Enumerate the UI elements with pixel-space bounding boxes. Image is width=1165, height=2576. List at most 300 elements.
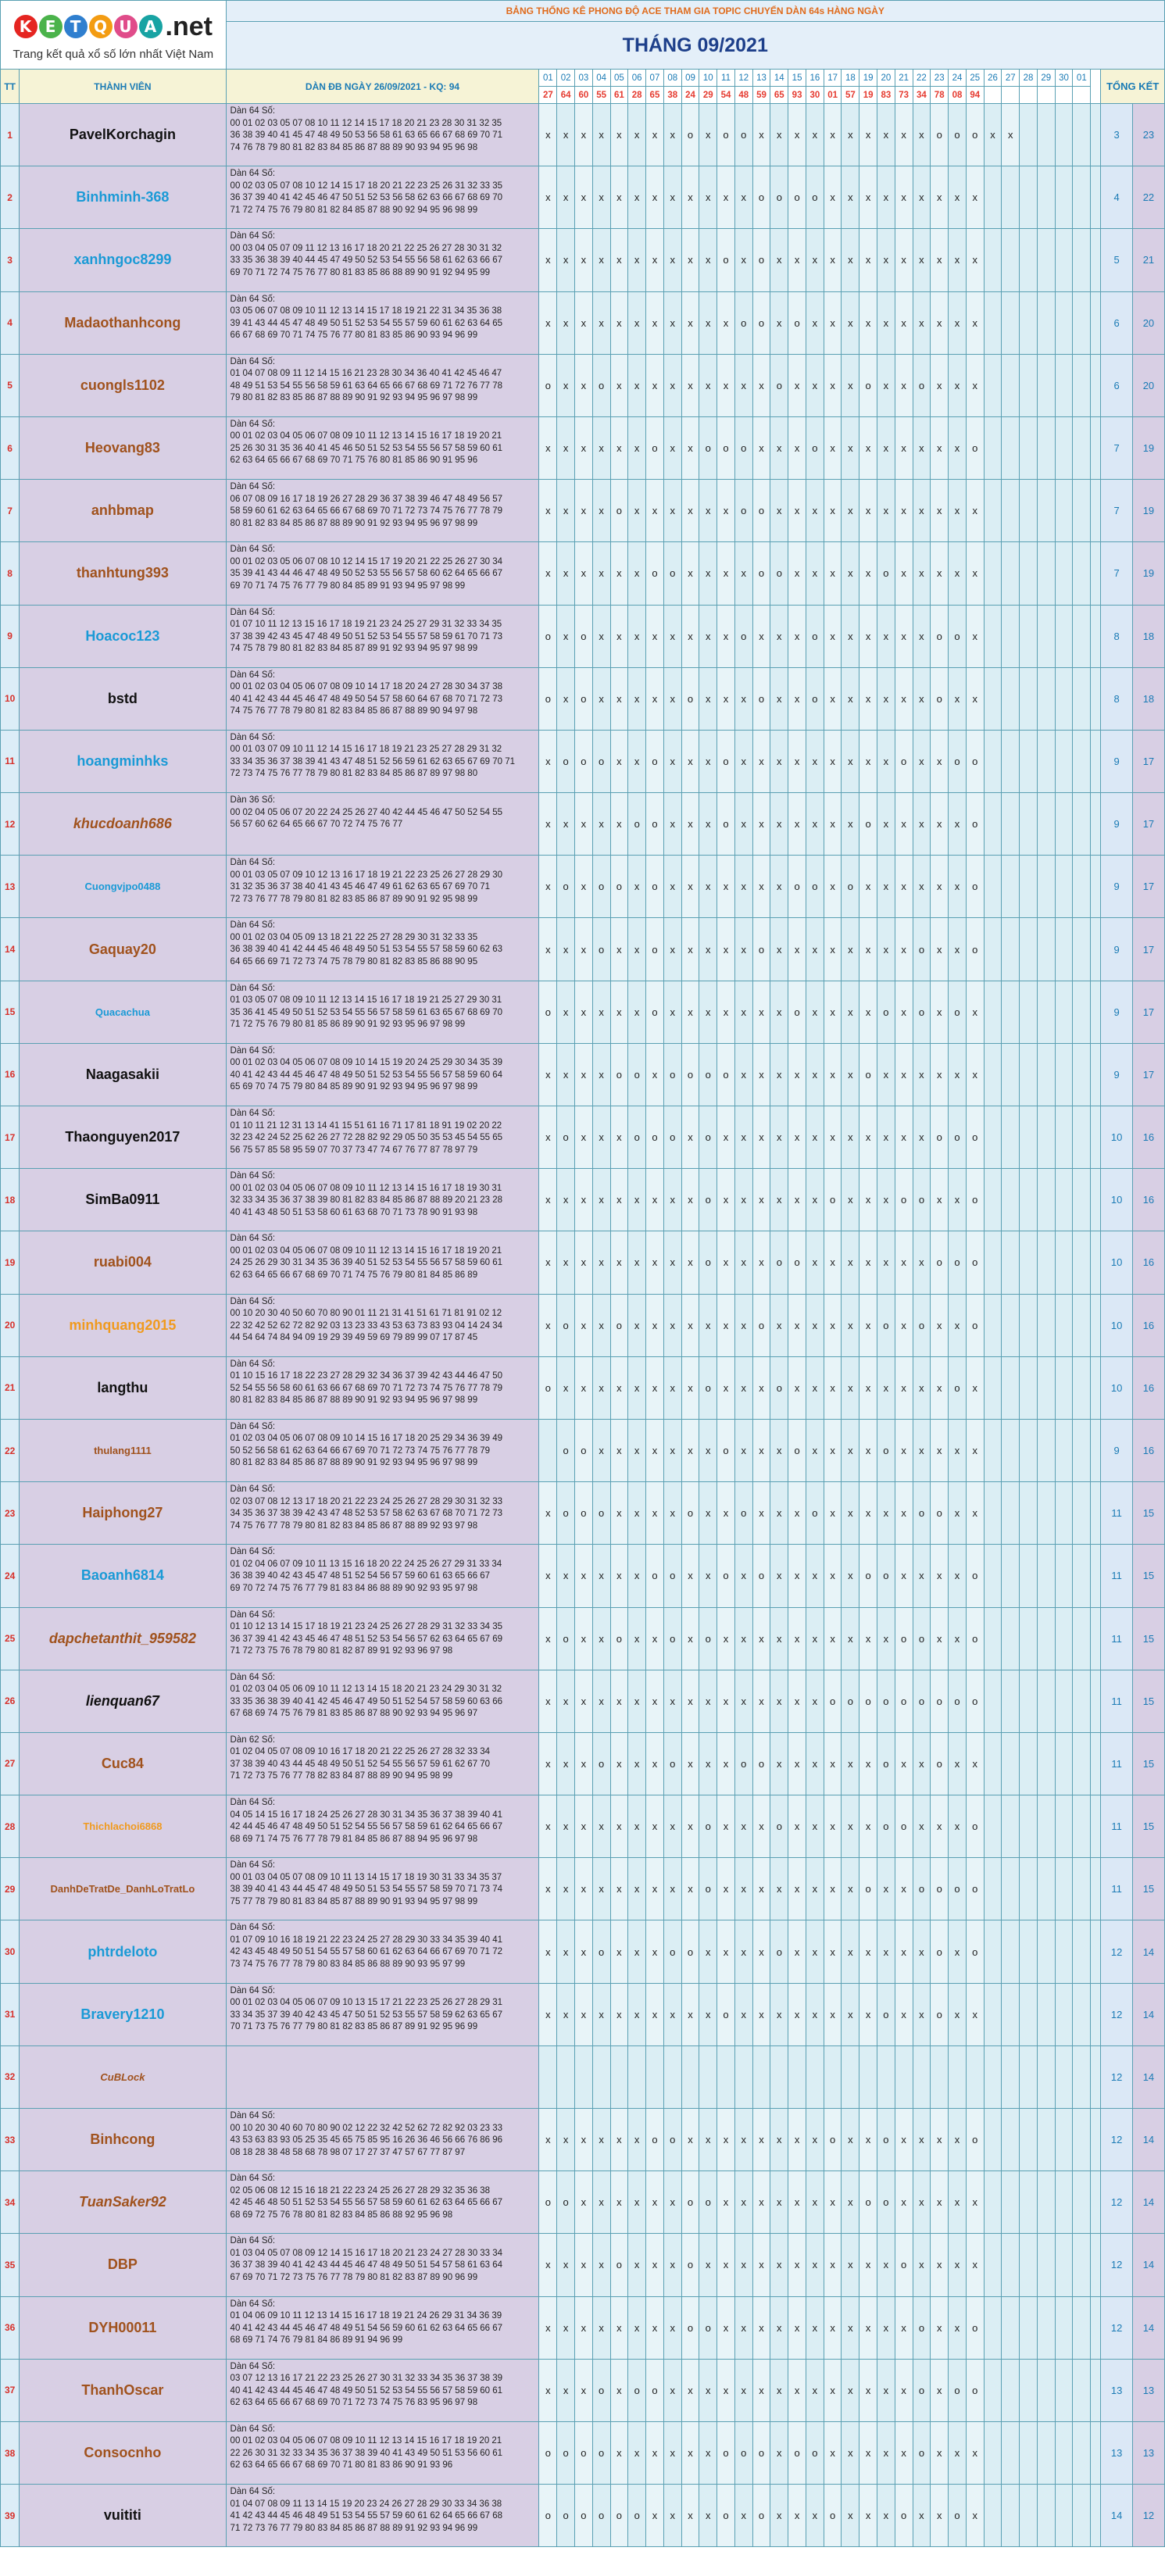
member-name[interactable]: Binhcong [20, 2109, 226, 2171]
member-name[interactable]: PavelKorchagin [20, 104, 226, 166]
member-row [1, 291, 1165, 354]
number-set-line: 71 72 74 75 76 79 80 81 82 84 85 87 88 90 92 94 95 96 98 99 [230, 205, 478, 215]
hit-mark: o [770, 1356, 788, 1419]
member-name[interactable]: Naagasakii [20, 1043, 226, 1106]
hit-mark: o [859, 1670, 877, 1732]
member-name[interactable]: DYH00011 [20, 2296, 226, 2359]
empty-day-cell [984, 354, 1002, 416]
hit-mark: o [681, 104, 699, 166]
miss-mark: x [539, 1482, 557, 1545]
miss-mark: x [966, 1732, 984, 1795]
miss-mark: x [770, 793, 788, 856]
miss-mark: x [663, 1294, 681, 1356]
total-score: 17 [1132, 856, 1164, 918]
hit-mark: o [752, 480, 770, 542]
empty-day-cell [966, 2045, 984, 2108]
miss-mark: x [610, 730, 628, 792]
miss-mark: x [592, 291, 610, 354]
number-set [226, 793, 539, 856]
day-header: 29 [1037, 70, 1055, 87]
miss-mark: x [877, 1043, 895, 1106]
miss-mark: x [575, 1545, 593, 1607]
member-name[interactable]: DBP [20, 2234, 226, 2296]
day-header: 12 [734, 70, 752, 87]
miss-mark: x [557, 1920, 575, 1983]
total-score: 16 [1132, 1294, 1164, 1356]
row-gap [1091, 1983, 1101, 2045]
empty-day-cell [1002, 1858, 1020, 1920]
hit-mark: o [966, 2359, 984, 2421]
miss-count: 3 [1101, 104, 1132, 166]
miss-mark: x [806, 2109, 824, 2171]
member-name[interactable]: Quacachua [20, 981, 226, 1043]
member-name[interactable]: khucdoanh686 [20, 793, 226, 856]
miss-mark: x [913, 730, 931, 792]
day-header: 22 [913, 70, 931, 87]
empty-day-cell [984, 1294, 1002, 1356]
total-score: 19 [1132, 416, 1164, 479]
empty-day-cell [1073, 2109, 1091, 2171]
hit-mark: o [966, 730, 984, 792]
hit-mark: o [557, 1419, 575, 1481]
miss-mark: x [557, 1670, 575, 1732]
member-name[interactable]: Thichlachoi6868 [20, 1795, 226, 1858]
empty-day-cell [1002, 2359, 1020, 2421]
hit-mark: o [752, 2421, 770, 2484]
member-name[interactable]: Madaothanhcong [20, 291, 226, 354]
miss-mark: x [824, 1545, 842, 1607]
miss-mark: x [628, 2171, 646, 2234]
empty-day-cell [984, 1356, 1002, 1419]
miss-mark: x [699, 2234, 717, 2296]
miss-mark: x [949, 1795, 967, 1858]
miss-mark: x [717, 1670, 735, 1732]
miss-mark: x [699, 793, 717, 856]
member-row [1, 416, 1165, 479]
number-set-line: 74 75 78 79 80 81 82 83 84 85 87 89 91 92 93 94 95 97 98 99 [230, 644, 478, 653]
miss-mark: x [752, 856, 770, 918]
miss-mark: x [717, 2359, 735, 2421]
miss-mark: x [788, 542, 806, 605]
hit-mark: o [966, 1670, 984, 1732]
empty-day-cell [1037, 2234, 1055, 2296]
number-set-label: Dàn 64 Số: [230, 2487, 276, 2497]
empty-day-cell [1055, 291, 1073, 354]
empty-day-cell [877, 2045, 895, 2108]
number-set-line: 80 81 82 83 84 85 86 87 88 89 90 91 92 93 94 95 96 97 98 99 [230, 518, 478, 528]
miss-mark: x [752, 1169, 770, 1231]
member-name[interactable]: Heovang83 [20, 416, 226, 479]
miss-mark: x [681, 1231, 699, 1294]
miss-mark: x [824, 1732, 842, 1795]
empty-day-cell [1020, 1795, 1038, 1858]
hit-mark: o [966, 1858, 984, 1920]
miss-mark: x [913, 605, 931, 667]
empty-day-cell [1020, 2171, 1038, 2234]
empty-day-cell [1055, 2109, 1073, 2171]
miss-mark: x [610, 416, 628, 479]
empty-day-cell [1055, 2234, 1073, 2296]
hit-mark: o [646, 2359, 664, 2421]
miss-count: 12 [1101, 2109, 1132, 2171]
miss-mark: x [931, 354, 949, 416]
empty-day-cell [984, 730, 1002, 792]
row-gap [1091, 1106, 1101, 1169]
miss-mark: x [717, 1858, 735, 1920]
member-name[interactable]: Cuc84 [20, 1732, 226, 1795]
empty-day-cell [1055, 1419, 1073, 1481]
member-name[interactable]: bstd [20, 667, 226, 730]
total-score: 15 [1132, 1858, 1164, 1920]
number-set-line: 33 34 35 36 37 38 39 41 43 47 48 51 52 56 59 61 62 63 65 67 69 70 71 [230, 756, 516, 766]
miss-mark: x [931, 1607, 949, 1670]
miss-mark: x [1002, 104, 1020, 166]
miss-mark: x [824, 2296, 842, 2359]
hit-mark: o [681, 2234, 699, 2296]
member-name[interactable]: Haiphong27 [20, 1482, 226, 1545]
empty-day-cell [1020, 1482, 1038, 1545]
result-number: 08 [949, 87, 967, 104]
miss-mark: x [575, 542, 593, 605]
miss-mark: x [842, 1983, 859, 2045]
empty-day-cell [1002, 1670, 1020, 1732]
miss-mark: x [752, 1670, 770, 1732]
member-name[interactable]: hoangminhks [20, 730, 226, 792]
member-name[interactable]: thulang1111 [20, 1419, 226, 1481]
row-gap [1091, 2485, 1101, 2547]
hit-mark: o [734, 1732, 752, 1795]
ketqua-logo[interactable]: K E T Q U A .net [1, 4, 226, 45]
hit-mark: o [663, 1106, 681, 1169]
miss-mark: x [806, 1920, 824, 1983]
hit-mark: o [770, 1231, 788, 1294]
empty-day-cell [1020, 1732, 1038, 1795]
member-row [1, 2359, 1165, 2421]
month-title: THÁNG 09/2021 [226, 22, 1164, 70]
hit-mark: o [913, 354, 931, 416]
empty-day-cell [1073, 1920, 1091, 1983]
miss-mark: x [859, 2359, 877, 2421]
hit-mark: o [842, 1670, 859, 1732]
miss-mark: x [592, 104, 610, 166]
hit-mark: o [806, 166, 824, 229]
empty-day-cell [1037, 605, 1055, 667]
miss-mark: x [842, 2359, 859, 2421]
miss-mark: x [788, 2296, 806, 2359]
member-name[interactable]: Cuongvjpo0488 [20, 856, 226, 918]
miss-mark: x [752, 730, 770, 792]
miss-mark: x [788, 1670, 806, 1732]
miss-count: 11 [1101, 1670, 1132, 1732]
miss-mark: x [877, 2421, 895, 2484]
number-set [226, 1920, 539, 1983]
miss-mark: x [557, 2296, 575, 2359]
miss-mark: x [788, 2109, 806, 2171]
hit-mark: o [949, 730, 967, 792]
empty-day-cell [1073, 2296, 1091, 2359]
number-set-line: 00 01 03 05 07 09 10 12 13 16 17 18 19 21 22 23 25 26 27 28 29 30 [230, 870, 503, 880]
empty-day-cell [984, 1106, 1002, 1169]
member-name[interactable]: Thaonguyen2017 [20, 1106, 226, 1169]
empty-day-cell [717, 2045, 735, 2108]
hit-mark: o [646, 856, 664, 918]
row-number: 33 [1, 2109, 20, 2171]
empty-day-cell [1055, 730, 1073, 792]
miss-mark: x [770, 2171, 788, 2234]
miss-mark: x [610, 354, 628, 416]
miss-mark: x [770, 2109, 788, 2171]
miss-mark: x [913, 480, 931, 542]
miss-mark: x [842, 416, 859, 479]
member-name[interactable]: phtrdeloto [20, 1920, 226, 1983]
number-set-label: Dàn 64 Số: [230, 169, 276, 179]
miss-mark: x [539, 1795, 557, 1858]
miss-mark: x [770, 2359, 788, 2421]
miss-mark: x [770, 1732, 788, 1795]
hit-mark: o [913, 918, 931, 981]
miss-count: 9 [1101, 730, 1132, 792]
result-number: 55 [592, 87, 610, 104]
miss-mark: x [966, 2171, 984, 2234]
miss-mark: x [592, 1106, 610, 1169]
result-number: 30 [806, 87, 824, 104]
empty-day-cell [1002, 1920, 1020, 1983]
miss-mark: x [592, 480, 610, 542]
miss-mark: x [913, 416, 931, 479]
miss-mark: x [752, 1043, 770, 1106]
miss-mark: x [788, 1043, 806, 1106]
miss-mark: x [824, 2171, 842, 2234]
miss-mark: x [949, 667, 967, 730]
hit-mark: o [931, 104, 949, 166]
number-set-label: Dàn 64 Số: [230, 356, 276, 366]
number-set [226, 2485, 539, 2547]
miss-mark: x [824, 229, 842, 291]
member-name[interactable]: langthu [20, 1356, 226, 1419]
hit-mark: o [539, 981, 557, 1043]
number-set-line: 33 35 36 38 39 40 41 42 45 46 47 49 50 51 52 54 57 58 59 60 63 66 [230, 1696, 503, 1706]
miss-mark: x [788, 104, 806, 166]
hit-mark: o [931, 1983, 949, 2045]
hit-mark: o [913, 2421, 931, 2484]
empty-day-cell [1020, 2234, 1038, 2296]
empty-day-cell [1037, 542, 1055, 605]
member-name[interactable]: ThanhOscar [20, 2359, 226, 2421]
miss-mark: x [806, 2359, 824, 2421]
number-set-line: 01 02 03 04 05 06 09 10 11 12 13 14 15 18 20 21 23 24 29 30 31 32 [230, 1685, 502, 1695]
miss-mark: x [752, 2109, 770, 2171]
empty-day-cell [984, 981, 1002, 1043]
miss-mark: x [895, 1482, 913, 1545]
miss-mark: x [681, 730, 699, 792]
member-name[interactable]: vuititi [20, 2485, 226, 2547]
miss-mark: x [806, 1169, 824, 1231]
member-row [1, 1356, 1165, 1419]
empty-day-cell [984, 542, 1002, 605]
miss-mark: x [824, 1419, 842, 1481]
member-name[interactable]: ruabi004 [20, 1231, 226, 1294]
miss-mark: x [806, 291, 824, 354]
miss-mark: x [717, 166, 735, 229]
miss-mark: x [734, 793, 752, 856]
miss-count: 9 [1101, 918, 1132, 981]
empty-day-cell [1002, 605, 1020, 667]
miss-mark: x [913, 1545, 931, 1607]
miss-mark: x [699, 229, 717, 291]
row-number: 14 [1, 918, 20, 981]
empty-day-cell [1002, 793, 1020, 856]
hit-mark: o [949, 1858, 967, 1920]
member-name[interactable]: Bravery1210 [20, 1983, 226, 2045]
miss-mark: x [842, 1545, 859, 1607]
empty-day-cell [1073, 730, 1091, 792]
member-name[interactable]: anhbmap [20, 480, 226, 542]
number-set-line: 58 59 60 61 62 63 64 65 66 67 68 69 70 71 72 73 74 75 76 77 78 79 [230, 506, 503, 516]
miss-mark: x [681, 2421, 699, 2484]
miss-mark: x [895, 1043, 913, 1106]
empty-day-cell [1037, 918, 1055, 981]
member-name[interactable]: Binhminh-368 [20, 166, 226, 229]
number-set [226, 2234, 539, 2296]
member-name[interactable]: minhquang2015 [20, 1294, 226, 1356]
miss-mark: x [681, 291, 699, 354]
miss-mark: x [699, 2485, 717, 2547]
hit-mark: o [646, 2109, 664, 2171]
hit-mark: o [717, 229, 735, 291]
empty-day-cell [931, 2045, 949, 2108]
hit-mark: o [752, 291, 770, 354]
hit-mark: o [877, 1294, 895, 1356]
row-number: 37 [1, 2359, 20, 2421]
miss-mark: x [539, 2359, 557, 2421]
member-name[interactable]: cuongls1102 [20, 354, 226, 416]
empty-day-cell [1002, 480, 1020, 542]
miss-mark: x [949, 229, 967, 291]
member-row [1, 793, 1165, 856]
row-gap [1091, 1920, 1101, 1983]
empty-day-cell [859, 2045, 877, 2108]
empty-day-cell [1020, 166, 1038, 229]
logo-block[interactable] [1, 1, 227, 70]
col-header-member: THÀNH VIÊN [20, 70, 226, 104]
miss-mark: x [824, 1356, 842, 1419]
member-name[interactable]: xanhngoc8299 [20, 229, 226, 291]
empty-day-cell [1055, 2296, 1073, 2359]
miss-mark: x [788, 354, 806, 416]
member-name[interactable]: SimBa0911 [20, 1169, 226, 1231]
miss-mark: x [628, 1169, 646, 1231]
miss-mark: x [842, 1356, 859, 1419]
miss-mark: x [806, 2485, 824, 2547]
miss-mark: x [913, 2171, 931, 2234]
miss-mark: x [610, 1858, 628, 1920]
miss-mark: x [842, 793, 859, 856]
miss-mark: x [646, 2421, 664, 2484]
miss-mark: x [557, 1169, 575, 1231]
miss-mark: x [575, 2234, 593, 2296]
miss-mark: x [895, 1356, 913, 1419]
member-name[interactable]: CuBLock [20, 2045, 226, 2108]
empty-day-cell [984, 416, 1002, 479]
member-name[interactable]: thanhtung393 [20, 542, 226, 605]
empty-day-cell [984, 2485, 1002, 2547]
miss-mark: x [806, 1670, 824, 1732]
miss-mark: x [824, 981, 842, 1043]
hit-mark: o [895, 1169, 913, 1231]
number-set-line: 00 01 03 04 05 07 08 09 10 11 13 14 15 17 18 19 30 31 33 34 35 37 [230, 1872, 502, 1882]
empty-day-cell [1055, 1983, 1073, 2045]
miss-mark: x [788, 1169, 806, 1231]
hit-mark: o [966, 1106, 984, 1169]
miss-mark: x [699, 1482, 717, 1545]
miss-mark: x [859, 1106, 877, 1169]
empty-day-cell [1055, 1169, 1073, 1231]
member-name[interactable]: Baoanh6814 [20, 1545, 226, 1607]
member-name[interactable]: Hoacoc123 [20, 605, 226, 667]
hit-mark: o [717, 1419, 735, 1481]
miss-mark: x [717, 1920, 735, 1983]
miss-mark: x [557, 354, 575, 416]
miss-mark: x [913, 1419, 931, 1481]
empty-day-cell [1037, 1983, 1055, 2045]
empty-day-cell [1037, 1482, 1055, 1545]
empty-day-cell [1073, 1795, 1091, 1858]
miss-mark: x [646, 1795, 664, 1858]
row-gap [1091, 2234, 1101, 2296]
hit-mark: o [966, 918, 984, 981]
miss-mark: x [806, 229, 824, 291]
member-name[interactable]: DanhDeTratDe_DanhLoTratLo [20, 1858, 226, 1920]
miss-mark: x [806, 918, 824, 981]
member-name[interactable]: Gaquay20 [20, 918, 226, 981]
number-set-line: 31 32 35 36 37 38 40 41 43 45 46 47 49 61 62 63 65 67 69 70 71 [230, 882, 491, 892]
miss-count: 9 [1101, 793, 1132, 856]
miss-mark: x [681, 1732, 699, 1795]
total-score: 16 [1132, 1356, 1164, 1419]
empty-day-cell [913, 2045, 931, 2108]
hit-mark: o [949, 1670, 967, 1732]
row-number: 36 [1, 2296, 20, 2359]
empty-day-cell [1073, 2359, 1091, 2421]
miss-mark: x [949, 480, 967, 542]
miss-mark: x [592, 2296, 610, 2359]
number-set-line: 02 03 07 08 12 13 17 18 20 21 22 23 24 25 26 27 28 29 30 31 32 33 [230, 1496, 503, 1506]
miss-mark: x [717, 1169, 735, 1231]
empty-day-cell [1055, 1670, 1073, 1732]
day-header: 27 [1002, 70, 1020, 87]
row-gap [1091, 416, 1101, 479]
miss-mark: x [824, 480, 842, 542]
miss-mark: x [752, 1106, 770, 1169]
member-name[interactable]: TuanSaker92 [20, 2171, 226, 2234]
miss-mark: x [734, 1983, 752, 2045]
number-set-label: Dàn 64 Số: [230, 231, 276, 241]
number-set [226, 1795, 539, 1858]
number-set-line: 72 73 76 77 78 79 80 81 82 83 85 86 87 89 90 91 92 95 98 99 [230, 894, 478, 904]
result-number: 73 [895, 87, 913, 104]
number-set-line: 62 63 64 65 66 67 68 69 70 71 72 73 74 75 76 83 95 96 97 98 [230, 2398, 478, 2408]
member-name[interactable]: lienquan67 [20, 1670, 226, 1732]
miss-mark: x [806, 1231, 824, 1294]
miss-mark: x [663, 2485, 681, 2547]
number-set-label: Dàn 64 Số: [230, 1860, 276, 1870]
number-set [226, 918, 539, 981]
miss-mark: x [895, 1419, 913, 1481]
member-name[interactable]: Consocnho [20, 2421, 226, 2484]
member-name[interactable]: dapchetanthit_959582 [20, 1607, 226, 1670]
empty-day-cell [1073, 2171, 1091, 2234]
empty-day-cell [1020, 2045, 1038, 2108]
